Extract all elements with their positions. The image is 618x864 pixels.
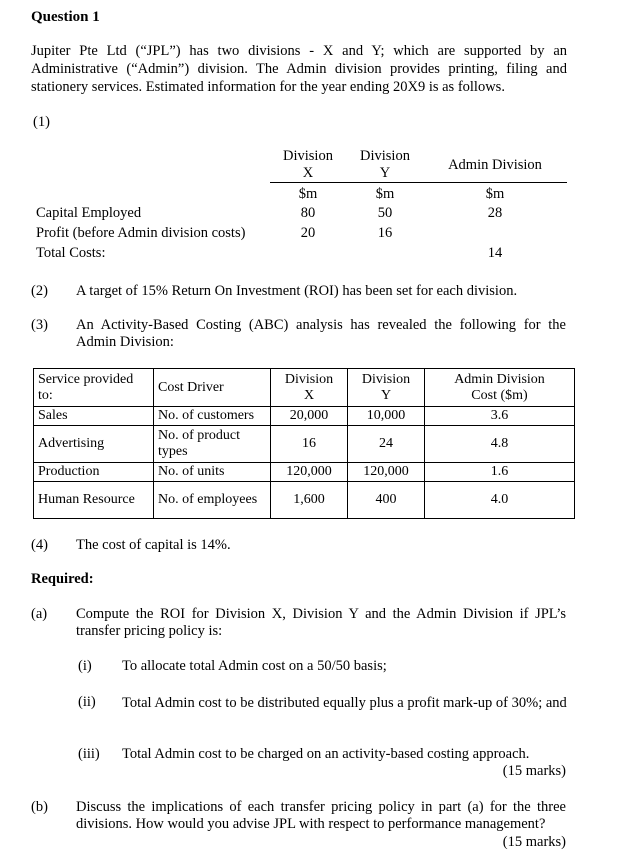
table-row (34, 407, 575, 426)
cell-y: 24 (348, 426, 425, 463)
part-a-sub-number: (iii) (78, 746, 100, 762)
item-2-text: A target of 15% Return On Investment (ROI) has been set for each division. (76, 283, 518, 299)
table-row (34, 463, 575, 482)
t1-cell: 14 (487, 245, 503, 261)
cell-x: 1,600 (271, 482, 348, 519)
part-a-marks: (15 marks) (502, 763, 566, 779)
t1-cell: 28 (487, 205, 503, 221)
t1-row-label: Profit (before Admin division costs) (36, 225, 246, 241)
table-header-row (34, 369, 575, 407)
part-b-label: (b) (31, 799, 48, 815)
part-a-sub-text: Total Admin cost to be distributed equally plus a profit mark-up of 30%; and (122, 695, 567, 711)
part-a-sub-number: (ii) (78, 694, 96, 710)
part-a-text: Compute the ROI for Division X, Division Y and the Admin Division if JPL’s transfer pricing policy is: (76, 606, 566, 639)
th-admin-cost: Admin Division Cost ($m) (425, 369, 575, 407)
t1-cell: 80 (300, 205, 316, 221)
t1-header-division-x: Division X (283, 148, 333, 181)
t1-header-admin: Admin Division (448, 157, 542, 173)
th-driver: Cost Driver (154, 369, 271, 407)
part-a-sub-text: To allocate total Admin cost on a 50/50 basis; (122, 658, 387, 674)
required-heading: Required: (31, 571, 94, 587)
part-b-marks: (15 marks) (502, 834, 566, 850)
t1-header-rule (270, 182, 567, 183)
cell-cost: 3.6 (425, 407, 575, 426)
item-3-text: An Activity-Based Costing (ABC) analysis has revealed the following for the Admin Division: (76, 317, 566, 350)
cell-cost: 4.0 (425, 482, 575, 519)
cell-driver: No. of units (154, 463, 271, 482)
cell-service: Human Resource (34, 482, 154, 519)
item-2-number: (2) (31, 283, 48, 299)
cell-service: Sales (34, 407, 154, 426)
part-a-sub-text: Total Admin cost to be charged on an activity-based costing approach. (122, 746, 530, 762)
cell-y: 400 (348, 482, 425, 519)
item-4-text: The cost of capital is 14%. (76, 537, 231, 553)
abc-table (33, 368, 575, 519)
th-service: Service provided to: (34, 369, 154, 407)
t1-cell: 20 (300, 225, 316, 241)
table-row (34, 426, 575, 463)
t1-header-division-y: Division Y (360, 148, 410, 181)
cell-driver: No. of product types (154, 426, 271, 463)
cell-driver: No. of employees (154, 482, 271, 519)
t1-cell: 16 (377, 225, 393, 241)
t1-unit-y: $m (375, 186, 395, 202)
cell-service: Advertising (34, 426, 154, 463)
cell-y: 120,000 (348, 463, 425, 482)
t1-cell: 50 (377, 205, 393, 221)
cell-driver: No. of customers (154, 407, 271, 426)
cell-cost: 4.8 (425, 426, 575, 463)
cell-service: Production (34, 463, 154, 482)
intro-paragraph: Jupiter Pte Ltd (“JPL”) has two divisions - X and Y; which are supported by an Administrative (“Admin”) division. The Admin division provides printing, filing and stationery services. Estimated information for the year ending 20X9 is as follows. (31, 43, 567, 95)
t1-row-label: Total Costs: (36, 245, 106, 261)
cell-y: 10,000 (348, 407, 425, 426)
item-4-number: (4) (31, 537, 48, 553)
part-b-text: Discuss the implications of each transfer pricing policy in part (a) for the three divisions. How would you advise JPL with respect to performance management? (76, 799, 566, 832)
item-3-number: (3) (31, 317, 48, 333)
t1-unit-admin: $m (485, 186, 505, 202)
t1-unit-x: $m (298, 186, 318, 202)
th-division-y: Division Y (348, 369, 425, 407)
table-row (34, 482, 575, 519)
cell-x: 16 (271, 426, 348, 463)
cell-cost: 1.6 (425, 463, 575, 482)
question-title: Question 1 (31, 9, 100, 25)
cell-x: 20,000 (271, 407, 348, 426)
item-1-number: (1) (33, 114, 50, 130)
cell-x: 120,000 (271, 463, 348, 482)
th-division-x: Division X (271, 369, 348, 407)
part-a-label: (a) (31, 606, 48, 622)
t1-row-label: Capital Employed (36, 205, 142, 221)
part-a-sub-number: (i) (78, 658, 92, 674)
